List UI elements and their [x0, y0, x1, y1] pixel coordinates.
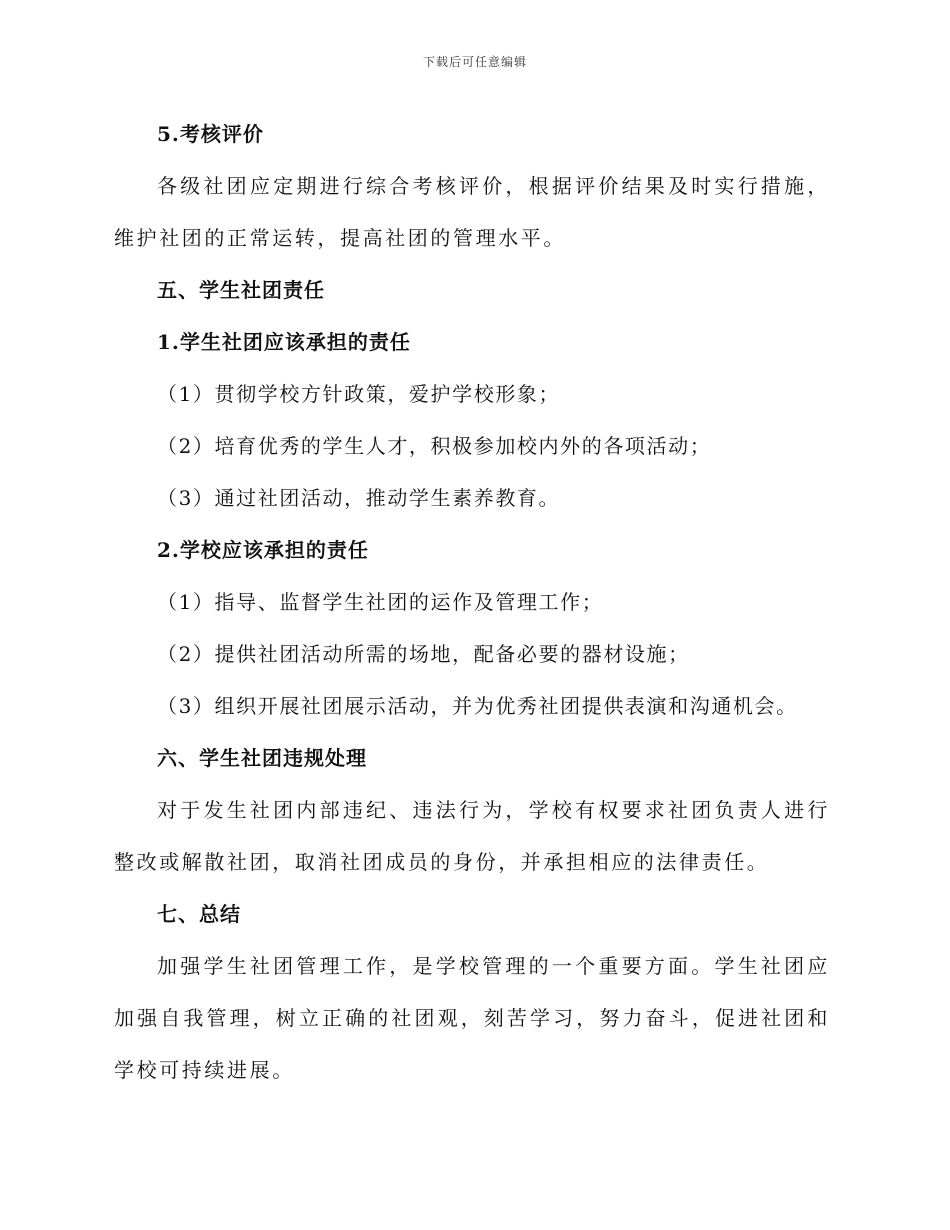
- section-five-heading: 五、学生社团责任: [157, 278, 325, 302]
- subsection-2-item-3: （3）组织开展社团展示活动，并为优秀社团提供表演和沟通机会。: [157, 694, 798, 718]
- subsection-2-item-1: （1）指导、监督学生社团的运作及管理工作；: [157, 590, 604, 614]
- page-header: 下载后可任意编辑: [422, 55, 527, 69]
- document-body: [114, 108, 830, 1096]
- subsection-1-item-3: （3）通过社团活动，推动学生素养教育。: [157, 486, 561, 510]
- subsection-2-item-2: （2）提供社团活动所需的场地，配备必要的器材设施；: [157, 642, 690, 666]
- section-seven-paragraph: 加强学生社团管理工作，是学校管理的一个重要方面。学生社团应加强自我管理，树立正确的社团观，刻苦学习，努力奋斗，促进社团和学校可持续进展。: [114, 954, 830, 1082]
- subsection-1-item-2: （2）培育优秀的学生人才，积极参加校内外的各项活动；: [157, 434, 712, 458]
- section-seven-heading: 七、总结: [157, 902, 241, 926]
- subsection-1-item-1: （1）贯彻学校方针政策，爱护学校形象；: [157, 382, 561, 406]
- subsection-2-heading: 2.学校应该承担的责任: [157, 538, 369, 562]
- section-5-heading: 5.考核评价: [157, 122, 264, 146]
- subsection-1-heading: 1.学生社团应该承担的责任: [157, 330, 411, 354]
- section-six-heading: 六、学生社团违规处理: [157, 746, 367, 770]
- section-six-paragraph: 对于发生社团内部违纪、违法行为，学校有权要求社团负责人进行整改或解散社团，取消社团成员的身份，并承担相应的法律责任。: [114, 798, 830, 874]
- section-5-paragraph: 各级社团应定期进行综合考核评价，根据评价结果及时实行措施，维护社团的正常运转，提高社团的管理水平。: [114, 174, 830, 250]
